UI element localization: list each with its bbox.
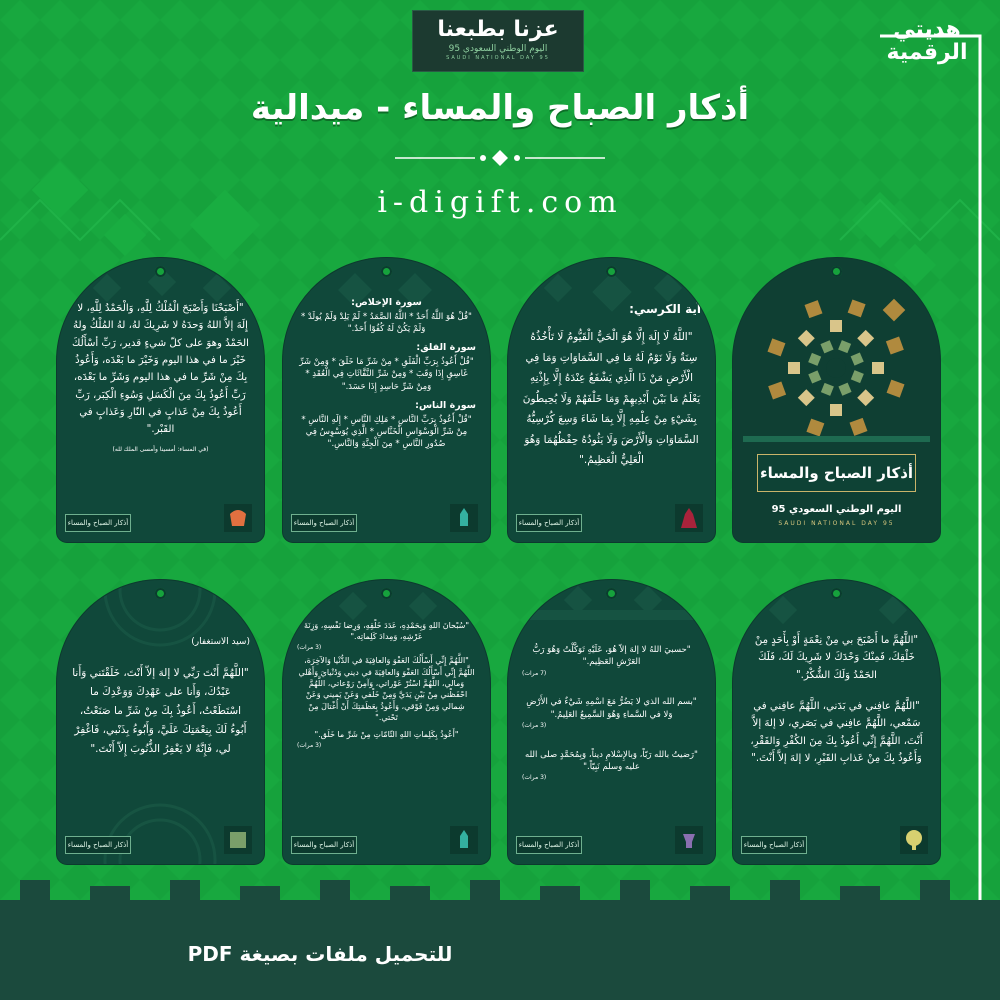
card-footer-label: أذكار الصباح والمساء [516,836,582,854]
asbahna-body [71,300,250,461]
istighfar-text: "اللَّهُمَّ أَنْتَ رَبِّي لا إلهَ إلاّ أَنْتَ، خَلَقْتَني وَأَنا عَبْدُكَ، وَأَنا على عَهْدِكَ وَوَعْدِكَ ما اسْتَطَعْتُ، أَعُوذُ بِكَ مِنْ شَرِّ ما صَنَعْتُ، أَبُوءُ لَكَ بِنِعْمَتِكَ عَلَيَّ، وَأَبُوءُ بِذَنْبي، فَاغْفِرْ لي، فَإِنَّهُ لا يَغْفِرُ الذُّنُوبَ إِلاّ أَنْتَ." [72,667,249,755]
badge-subtitle: اليوم الوطني السعودي 95 [448,44,548,54]
kursi-heading: آية الكرسي: [629,302,701,316]
hasbi-count-3: (3 مرات) [522,774,547,782]
brand-logo [872,18,982,64]
cover-card [733,258,940,542]
subhan-count-1: (3 مرات) [297,643,322,651]
istighfar-body [71,634,250,765]
ikhlas-heading: سورة الإخلاص: [351,297,422,308]
brand-line-1: هديتي [893,17,961,42]
card-hole [606,266,617,277]
ikhlas-text: "قُلْ هُوَ اللَّهُ أَحَدٌ * اللَّهُ الصَّمَدُ * لَمْ يَلِدْ وَلَمْ يُولَدْ * وَلَمْ يَكُنْ لَهُ كُفُوًا أَحَدٌ." [301,311,472,335]
hasbi-count-1: (7 مرات) [522,669,547,677]
nas-text: "قُلْ أَعُوذُ بِرَبِّ النَّاسِ * مَلِكِ النَّاسِ * إِلَهِ النَّاسِ * مِنْ شَرِّ الْوَسْوَاسِ الْخَنَّاسِ * الَّذِي يُوَسْوِسُ فِي صُدُورِ النَّاسِ * مِنَ الْجِنَّةِ وَالنَّاسِ." [301,414,472,450]
falaq-heading: سورة الفلق: [416,342,476,354]
subhan-text-2: "اللَّهُمَّ إِنِّي أَسْأَلُكَ العَفْوَ وَالعافِيَةَ في الدُّنْيا وَالآخِرَة، اللَّهُمَّ إِنِّي أَسْأَلُكَ العَفْوَ وَالعافِيَةَ في ديني وَدُنْيايَ وَأَهْلي وَمالي، اللَّهُمَّ اسْتُرْ عَوْراتي، وَآمِنْ رَوْعاتي، اللَّهُمَّ احْفَظْني مِنْ بَيْنِ يَدَيَّ وَمِنْ خَلْفي وَعَنْ يَميني وَعَنْ شِمالي وَمِنْ فَوْقي، وَأَعُوذُ بِعَظَمَتِكَ أَنْ أُغْتالَ مِنْ تَحْتي." [298,656,475,723]
card-footer-label: أذكار الصباح والمساء [65,514,131,532]
badge-title: عزنا بطبعنا [437,17,559,42]
card-hole [606,588,617,599]
brand-line-2: الرقمية [886,40,968,66]
badge-subtitle-en: SAUDI NATIONAL DAY 95 [446,55,550,61]
subhan-body [297,620,476,756]
kursi-text: "اللَّهُ لَا إِلَهَ إِلَّا هُوَ الْحَيُّ الْقَيُّومُ لَا تَأْخُذُهُ سِنَةٌ وَلَا نَوْمٌ لَهُ مَا فِي السَّمَاوَاتِ وَمَا فِي الْأَرْضِ مَنْ ذَا الَّذِي يَشْفَعُ عِنْدَهُ إِلَّا بِإِذْنِهِ يَعْلَمُ مَا بَيْنَ أَيْدِيهِمْ وَمَا خَلْفَهُمْ وَلَا يُحِيطُونَ بِشَيْءٍ مِنْ عِلْمِهِ إِلَّا بِمَا شَاءَ وَسِعَ كُرْسِيُّهُ السَّمَاوَاتِ وَالْأَرْضَ وَلَا يَئُودُهُ حِفْظُهُمَا وَهُوَ الْعَلِيُّ الْعَظِيمُ." [522,331,701,467]
nas-heading: سورة الناس: [415,400,476,412]
card-hole [831,266,842,277]
hasbi-text-1: "حسبيَ اللهُ لا إلهَ إلاّ هُوَ، عَلَيْهِ تَوَكَّلْتُ وَهُوَ رَبُّ العَرْشِ العَظِيم." [532,645,691,668]
page-title: أذكار الصباح والمساء - ميدالية [250,88,750,128]
lantern-ornament-icon [450,826,478,854]
kursi-card [508,258,715,542]
hasbi-body [522,644,701,789]
nima-card [733,580,940,864]
subhan-text-3: "أَعُوذُ بِكَلِماتِ اللهِ التّامّاتِ مِنْ شَرِّ ما خَلَق." [314,730,459,740]
hasbi-card [508,580,715,864]
subhan-count-3: (3 مرات) [297,741,322,749]
subhan-text-1: "سُبْحانَ اللهِ وَبِحَمْدِهِ، عَدَدَ خَلْقِهِ، وَرِضا نَفْسِهِ، وَزِنَةَ عَرْشِهِ، وَمِدادَ كَلِماتِه." [303,621,470,642]
cover-title: أذكار الصباح والمساء [757,454,916,492]
hasbi-text-3: "رَضيتُ بالله رَبّاً، وَبالإِسْلامِ ديناً، وَبِمُحَمَّدٍ صلى الله عليه وسلم نَبِيّاً." [525,749,698,772]
nima-text-1: "اللَّهُمَّ ما أَصْبَحَ بي مِنْ نِعْمَةٍ أَوْ بِأَحَدٍ مِنْ خَلْقِكَ، فَمِنْكَ وَحْدَكَ لا شَرِيكَ لَكَ، فَلَكَ الحَمْدُ وَلَكَ الشُّكْرُ." [754,635,919,681]
palm-ornament-icon [224,504,252,532]
card-hole [381,266,392,277]
hasbi-count-2: (3 مرات) [522,721,547,729]
nima-text-2: "اللَّهُمَّ عافِني في بَدَني، اللَّهُمَّ عافِني في سَمْعي، اللَّهُمَّ عافِني في بَصَري، لا إلهَ إلاَّ أَنْتَ، اللَّهُمَّ إِنِّي أَعُوذُ بِكَ مِنَ الكُفْرِ وَالفَقْرِ، وَأَعُوذُ بِكَ مِنْ عَذابِ القَبْرِ، لا إلهَ إلاَّ أَنْتَ." [750,701,923,765]
asbahna-note: (في المساء: أمسينا وأمسى الملك لله) [112,445,209,453]
lantern-ornament-icon [450,504,478,532]
cover-subtitle: اليوم الوطني السعودي 95 [771,504,902,515]
quls-card [283,258,490,542]
cover-pattern [733,258,940,542]
card-footer-label: أذكار الصباح والمساء [65,836,131,854]
hasbi-text-2: "بسم الله الذي لا يَضُرُّ مَعَ اسْمِهِ شَيْءٌ في الأَرْضِ وَلا في السَّماءِ وَهُوَ السَّمِيعُ العَلِيمُ." [526,697,697,720]
kursi-body [522,298,701,477]
incense-ornament-icon [675,826,703,854]
geometric-ornament-icon [224,826,252,854]
asbahna-text: "أَصْبَحْنَا وَأَصْبَحَ الْمُلْكُ لِلَّهِ، وَالْحَمْدُ لِلَّهِ، لا إِلَهَ إلاَّ اللهُ وَحدَهُ لا شَرِيكَ لهُ، لهُ المُلْكُ ولهُ الحَمْدُ وهوَ على كلّ شيءٍ قدير، رَبِّ أسْأَلُكَ خَيْرَ ما في هذا اليوم وَخَيْرَ ما بَعْدَه، وَأَعُوذُ بِكَ مِنْ شَرِّ ما في هذا اليوم وَشَرِّ ما بَعْدَه، رَبِّ أَعُوذُ بِكَ مِنَ الْكَسَلِ وَسُوءِ الْكِبَر، رَبِّ أَعُوذُ بِكَ مِنْ عَذابٍ في النّارِ وَعَذابٍ في القَبْر." [72,303,249,436]
card-footer-label: أذكار الصباح والمساء [741,836,807,854]
tree-ornament-icon [900,826,928,854]
card-hole [155,266,166,277]
card-footer-label: أذكار الصباح والمساء [291,514,357,532]
card-footer-label: أذكار الصباح والمساء [291,836,357,854]
site-url[interactable]: i-digift.com [377,185,623,220]
mosque-ornament-icon [675,504,703,532]
card-hole [155,588,166,599]
istighfar-card [57,580,264,864]
falaq-text: "قُلْ أَعُوذُ بِرَبِّ الْفَلَقِ * مِنْ شَرِّ مَا خَلَقَ * وَمِنْ شَرِّ غَاسِقٍ إِذَا وَقَبَ * وَمِنْ شَرِّ النَّفَّاثَاتِ فِي الْعُقَدِ * وَمِنْ شَرِّ حَاسِدٍ إِذَا حَسَدَ." [299,357,474,392]
ornamental-divider [395,148,605,168]
card-hole [831,588,842,599]
asbahna-card [57,258,264,542]
subhan-card [283,580,490,864]
national-day-badge [412,10,584,72]
download-pdf-text[interactable]: للتحميل ملفات بصيغة PDF [187,942,453,966]
quls-body [297,296,476,457]
card-hole [381,588,392,599]
card-footer-label: أذكار الصباح والمساء [516,514,582,532]
nima-body [747,632,926,773]
bottom-band [0,880,1000,1000]
cover-subtitle-en: SAUDI NATIONAL DAY 95 [778,520,895,527]
istighfar-heading: (سيد الاستغفار) [191,637,250,647]
